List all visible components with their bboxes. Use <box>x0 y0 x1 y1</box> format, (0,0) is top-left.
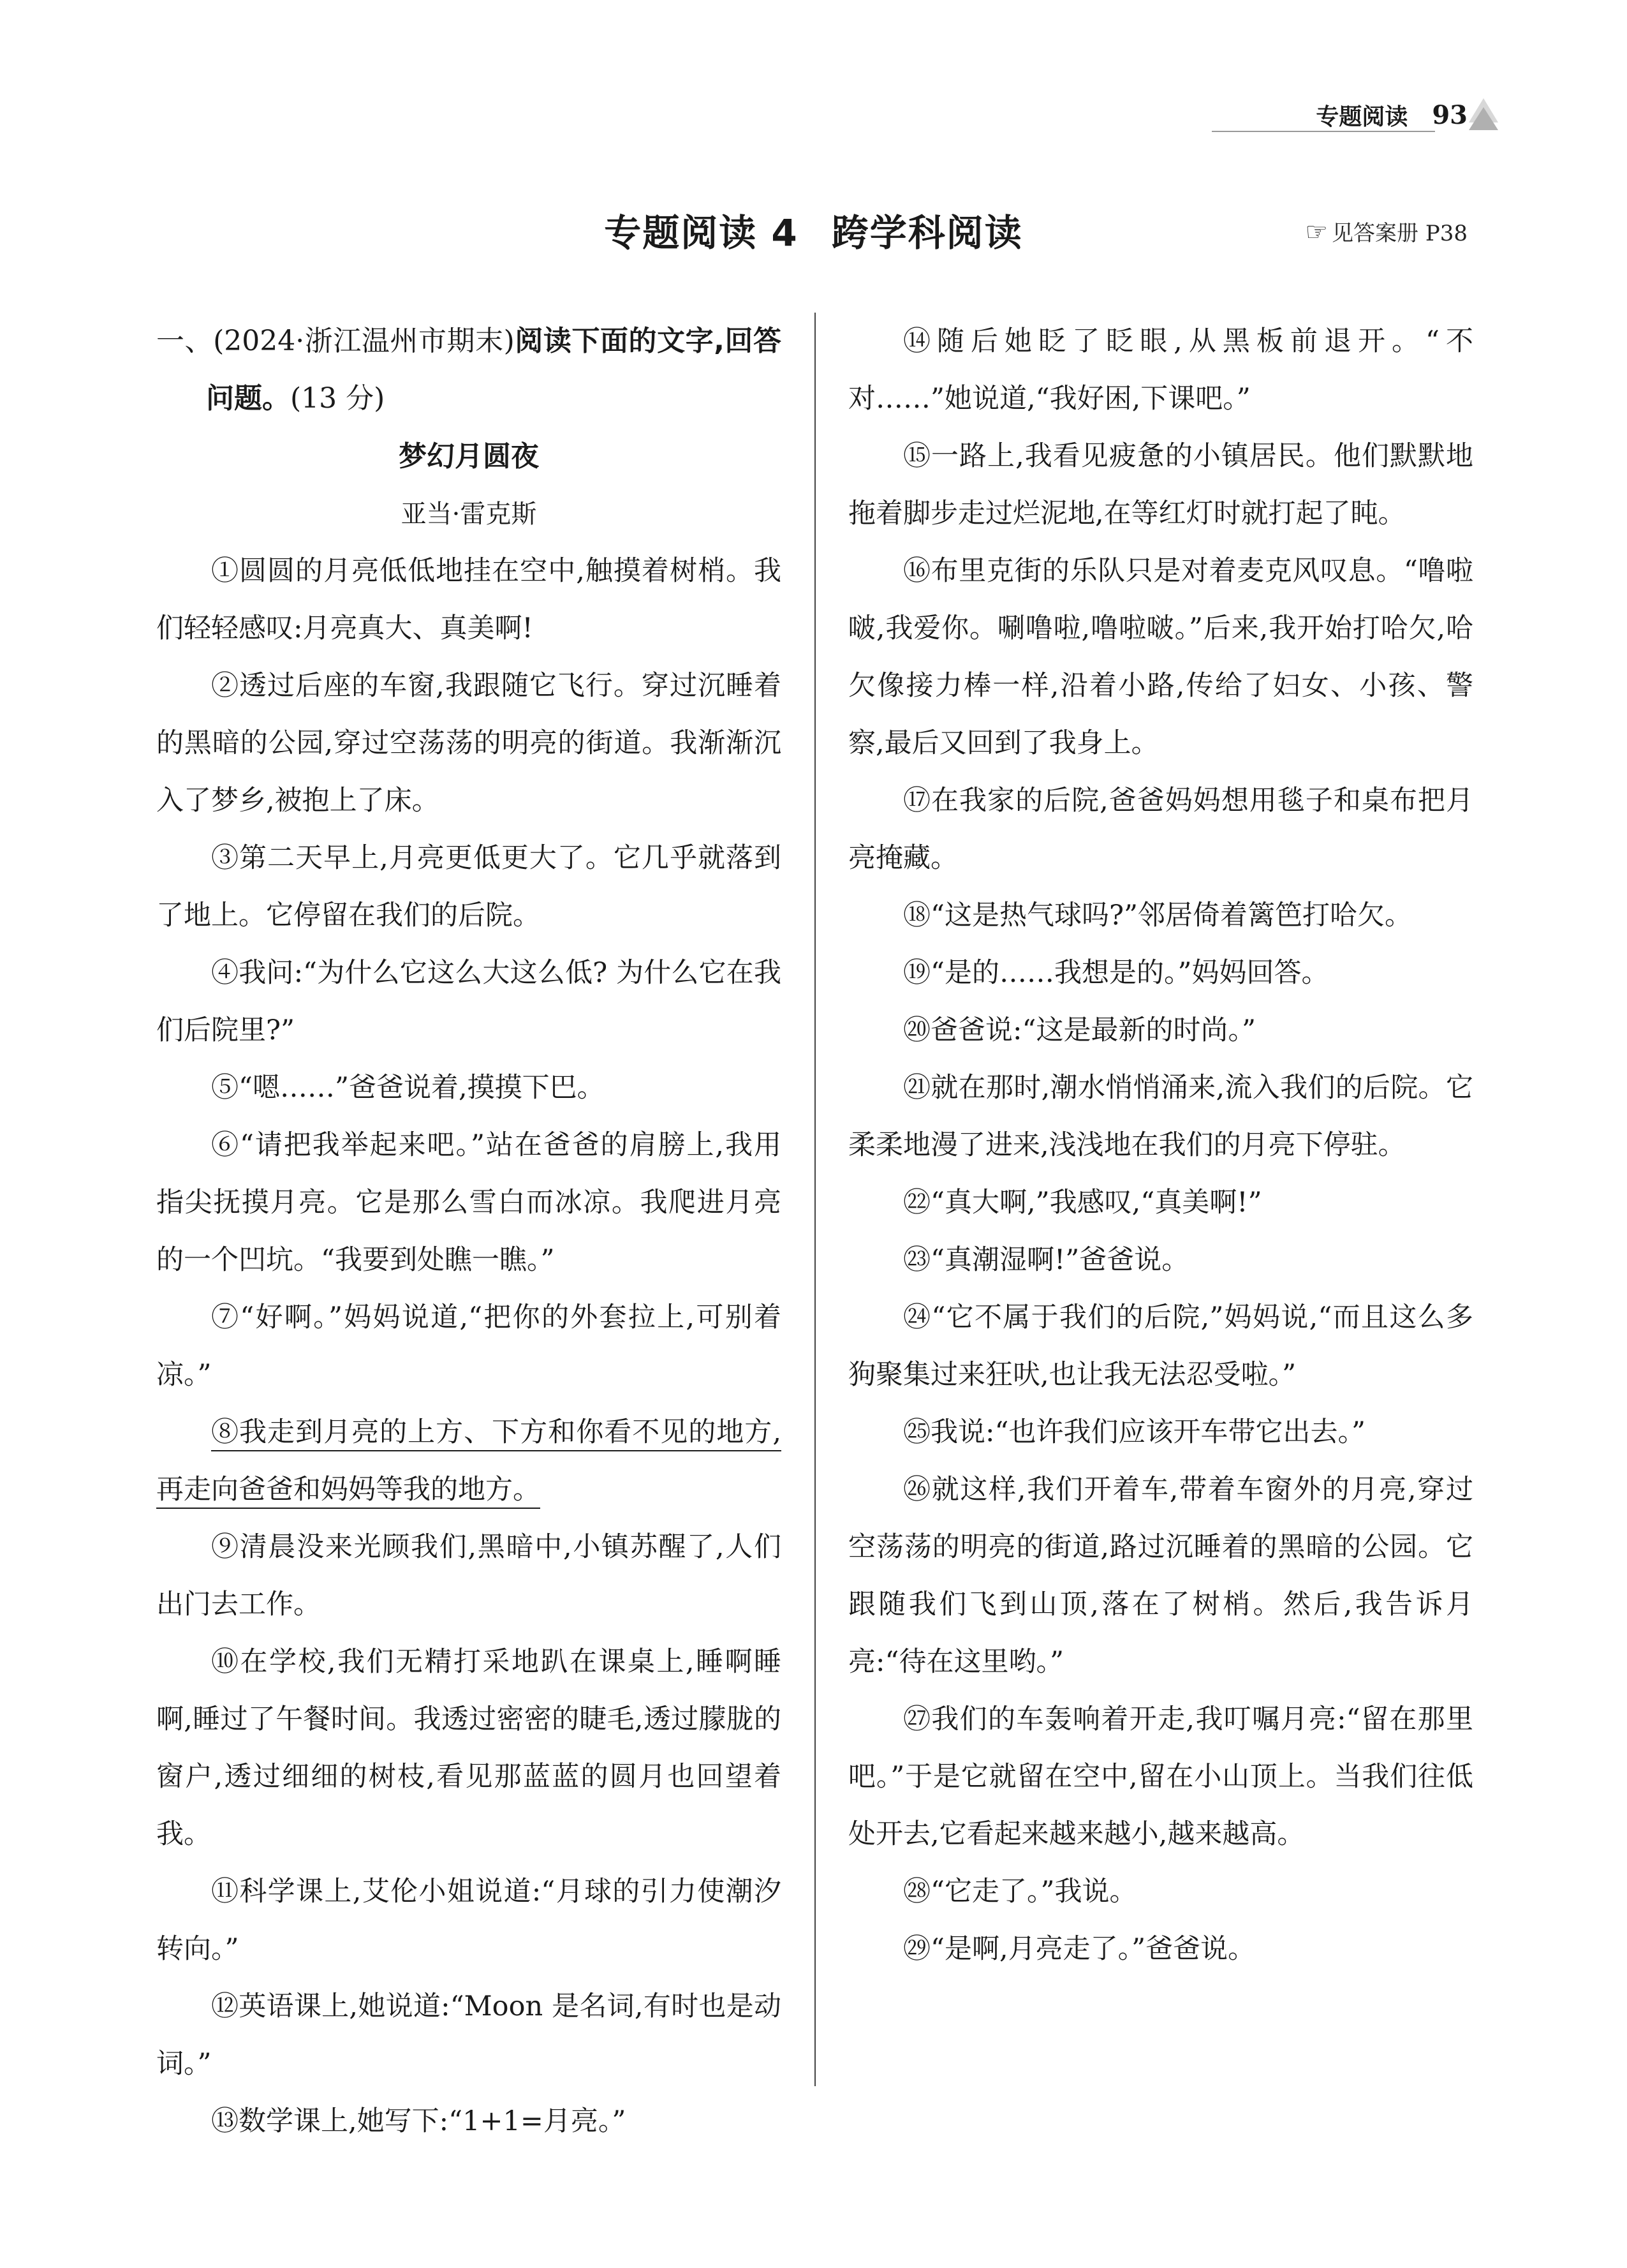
paragraph-6: ⑥“请把我举起来吧。”站在爸爸的肩膀上,我用指尖抚摸月亮。它是那么雪白而冰凉。我爬进月亮的一个凹坑。“我要到处瞧一瞧。” <box>156 1129 781 1276</box>
paragraph-10: ⑩在学校,我们无精打采地趴在课桌上,睡啊睡啊,睡过了午餐时间。我透过密密的睫毛,透过朦胧的窗户,透过细细的树枝,看见那蓝蓝的圆月也回望着我。 <box>156 1646 781 1850</box>
paragraph-9: ⑨清晨没来光顾我们,黑暗中,小镇苏醒了,人们出门去工作。 <box>156 1531 781 1620</box>
paragraph-13: ⑬数学课上,她写下:“1+1=月亮。” <box>211 2105 626 2137</box>
question-score: (13 分) <box>290 382 385 415</box>
section-label: 专题阅读 <box>1316 103 1408 130</box>
paragraph-19: ⑲“是的……我想是的。”妈妈回答。 <box>903 957 1329 989</box>
paragraph-7: ⑦“好啊。”妈妈说道,“把你的外套拉上,可别着凉。” <box>156 1301 781 1391</box>
story-author: 亚当·雷克斯 <box>401 500 537 529</box>
page-header <box>1316 96 1468 134</box>
left-column <box>156 313 781 2150</box>
question-source: (2024·浙江温州市期末) <box>213 325 515 357</box>
paragraph-12: ⑫英语课上,她说道:“Moon 是名词,有时也是动词。” <box>156 1990 781 2080</box>
paragraph-4: ④我问:“为什么它这么大这么低? 为什么它在我们后院里?” <box>156 957 781 1046</box>
paragraph-2: ②透过后座的车窗,我跟随它飞行。穿过沉睡着的黑暗的公园,穿过空荡荡的明亮的街道。我渐渐沉入了梦乡,被抱上了床。 <box>156 670 781 817</box>
pointing-hand-icon: ☞ <box>1305 218 1329 247</box>
paragraph-17: ⑰在我家的后院,爸爸妈妈想用毯子和桌布把月亮掩藏。 <box>848 785 1473 874</box>
right-column <box>848 313 1473 1978</box>
answer-reference <box>1305 216 1468 247</box>
column-divider <box>814 313 816 2086</box>
paragraph-15: ⑮一路上,我看见疲惫的小镇居民。他们默默地拖着脚步走过烂泥地,在等红灯时就打起了盹。 <box>848 440 1473 530</box>
paragraph-26: ㉖就这样,我们开着车,带着车窗外的月亮,穿过空荡荡的明亮的街道,路过沉睡着的黑暗的公园。它跟随我们飞到山顶,落在了树梢。然后,我告诉月亮:“待在这里哟。” <box>848 1474 1473 1678</box>
paragraph-22: ㉒“真大啊,”我感叹,“真美啊!” <box>903 1187 1262 1219</box>
paragraph-27: ㉗我们的车轰响着开走,我叮嘱月亮:“留在那里吧。”于是它就留在空中,留在小山顶上。当我们往低处开去,它看起来越来越小,越来越高。 <box>848 1703 1473 1850</box>
paragraph-21: ㉑就在那时,潮水悄悄涌来,流入我们的后院。它柔柔地漫了进来,浅浅地在我们的月亮下停驻。 <box>848 1072 1473 1161</box>
question-instruction: 阅读下面的文字,回答问题。 <box>206 325 782 415</box>
paragraph-11: ⑪科学课上,艾伦小姐说道:“月球的引力使潮汐转向。” <box>156 1876 781 1965</box>
paragraph-14: ⑭随后她眨了眨眼,从黑板前退开。“不对……”她说道,“我好困,下课吧。” <box>848 325 1473 415</box>
paragraph-3: ③第二天早上,月亮更低更大了。它几乎就落到了地上。它停留在我们的后院。 <box>156 842 781 931</box>
paragraph-16: ⑯布里克街的乐队只是对着麦克风叹息。“噜啦啵,我爱你。唰噜啦,噜啦啵。”后来,我开始打哈欠,哈欠像接力棒一样,沿着小路,传给了妇女、小孩、警察,最后又回到了我身上。 <box>848 555 1473 759</box>
paragraph-28: ㉘“它走了。”我说。 <box>903 1876 1137 1908</box>
header-rule <box>1212 131 1435 132</box>
paragraph-20: ⑳爸爸说:“这是最新的时尚。” <box>903 1014 1256 1046</box>
title-part-2: 跨学科阅读 <box>831 211 1023 255</box>
paragraph-24: ㉔“它不属于我们的后院,”妈妈说,“而且这么多狗聚集过来狂吠,也让我无法忍受啦。” <box>848 1301 1473 1391</box>
paragraph-1: ①圆圆的月亮低低地挂在空中,触摸着树梢。我们轻轻感叹:月亮真大、真美啊! <box>156 555 781 644</box>
answer-reference-text: 见答案册 P38 <box>1332 221 1468 246</box>
paragraph-18: ⑱“这是热气球吗?”邻居倚着篱笆打哈欠。 <box>903 900 1413 931</box>
triangle-decoration-icon <box>1468 97 1499 131</box>
paragraph-8-underlined: ⑧我走到月亮的上方、下方和你看不见的地方,再走向爸爸和妈妈等我的地方。 <box>156 1416 781 1506</box>
story-title: 梦幻月圆夜 <box>399 440 539 473</box>
paragraph-29: ㉙“是啊,月亮走了。”爸爸说。 <box>903 1933 1256 1965</box>
question-heading <box>156 313 781 427</box>
question-number: 一、 <box>156 325 214 357</box>
page-number: 93 <box>1432 100 1468 130</box>
paragraph-23: ㉓“真潮湿啊!”爸爸说。 <box>903 1244 1189 1276</box>
paragraph-25: ㉕我说:“也许我们应该开车带它出去。” <box>903 1416 1366 1448</box>
title-part-1: 专题阅读 4 <box>604 211 799 255</box>
paragraph-5: ⑤“嗯……”爸爸说着,摸摸下巴。 <box>211 1072 605 1104</box>
